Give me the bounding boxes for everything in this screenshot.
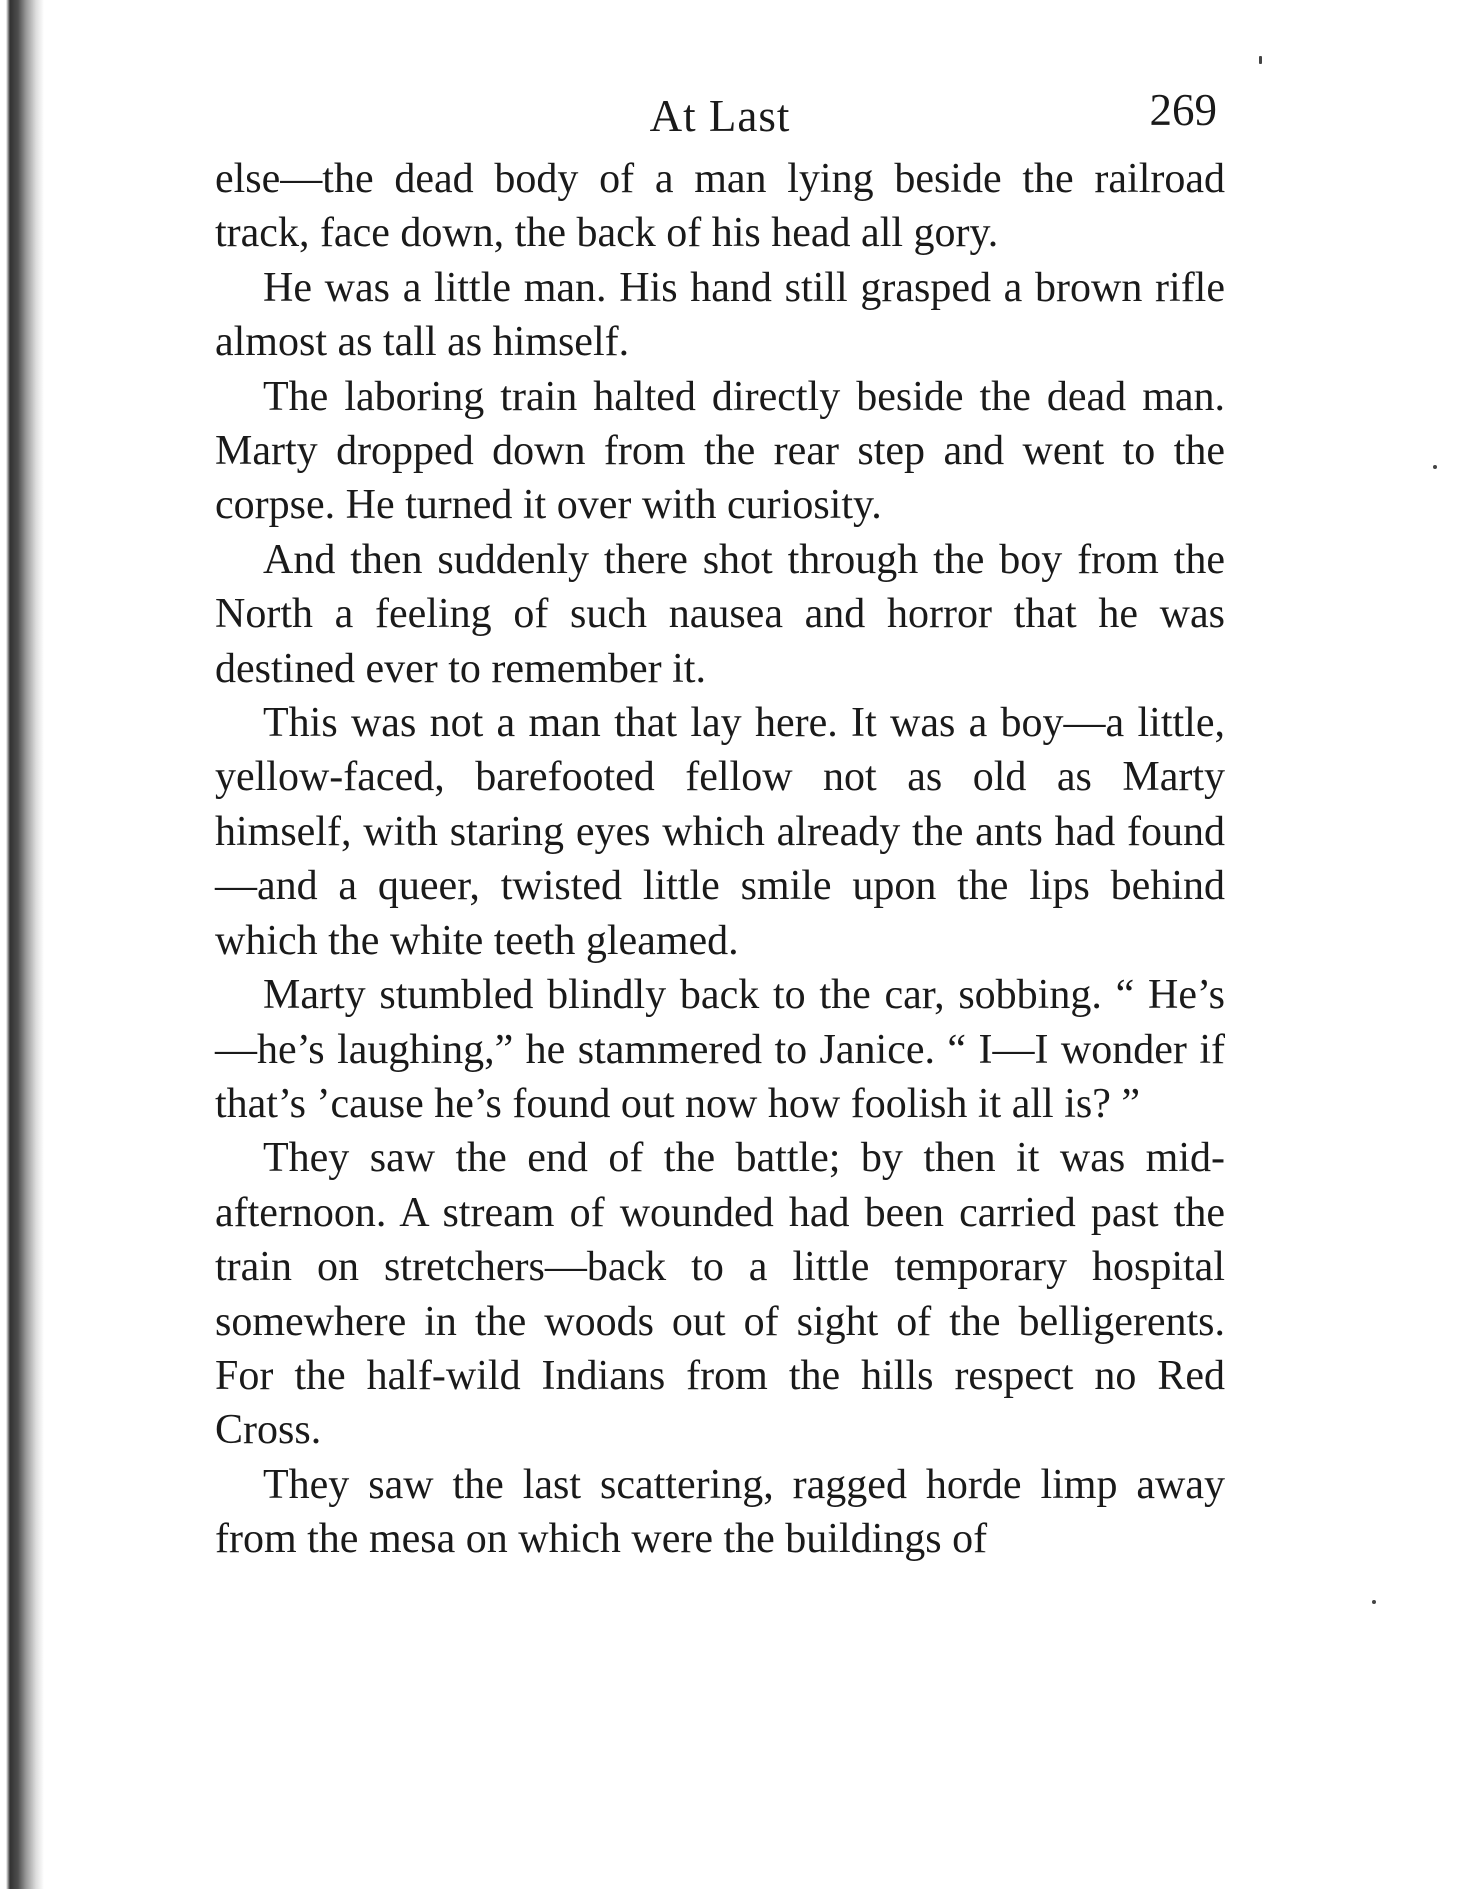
scan-speck [1259,56,1262,64]
page-number: 269 [1149,85,1217,135]
paragraph: This was not a man that lay here. It was a boy—a little, yellow-faced, barefooted fellow not as old as Marty himself, with staring eyes which already the ants had found—and a queer, twisted little smile upon the lips behind which the white teeth gleamed. [215,700,1225,964]
paragraph: The laboring train halted directly beside the dead man. Marty dropped down from the rear step and went to the corpse. He turned it over with curiosity. [215,373,1225,529]
paragraph: Marty stumbled blindly back to the car, sobbing. “ He’s—he’s laughing,” he stammered to Janice. “ I—I wonder if that’s ’cause he’s found out now how foolish it all is? ” [215,972,1225,1127]
paragraph: And then suddenly there shot through the boy from the North a feeling of such nausea and horror that he was destined ever to remember it. [215,536,1225,692]
paragraph: They saw the last scattering, ragged horde limp away from the mesa on which were the buildings of [215,1461,1225,1563]
paragraph: else—the dead body of a man lying beside the railroad track, face down, the back of his head all gory. [215,156,1225,257]
book-page [215,80,1225,1567]
page-binding-shadow [0,0,44,1889]
running-title: At Last [649,91,791,141]
body-text [215,152,1225,1567]
scan-speck [1433,465,1437,469]
paragraph: They saw the end of the battle; by then it was mid-afternoon. A stream of wounded had been carried past the train on stretchers—back to a little temporary hospital somewhere in the woods out of sight of the belligerents. For the half-wild Indians from the hills respect no Red Cross. [215,1135,1225,1454]
scan-speck [1372,1600,1376,1604]
running-head [215,80,1225,152]
paragraph: He was a little man. His hand still grasped a brown rifle almost as tall as himself. [215,264,1225,366]
